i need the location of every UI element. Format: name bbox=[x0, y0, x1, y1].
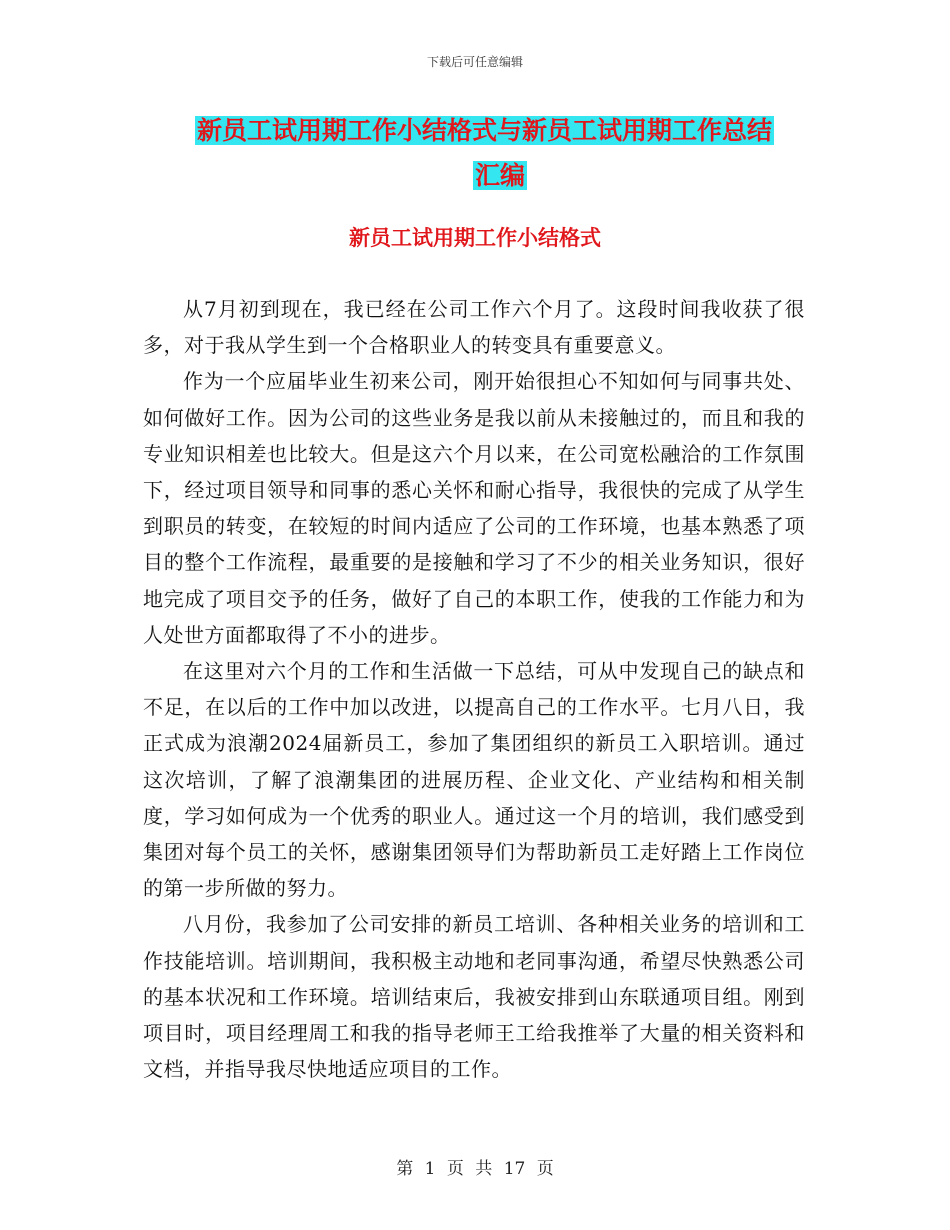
title-highlight: 新员工试用期工作小结格式与新员工试用期工作总结 bbox=[197, 116, 773, 145]
document-title bbox=[195, 108, 805, 198]
section-title: 新员工试用期工作小结格式 bbox=[349, 226, 601, 250]
document-title-line-1 bbox=[195, 108, 805, 153]
document-body bbox=[143, 291, 805, 1087]
page-number: 第 1 页 共 17 页 bbox=[396, 1159, 554, 1179]
header-note: 下载后可任意编辑 bbox=[426, 55, 523, 69]
paragraph: 八月份，我参加了公司安排的新员工培训、各种相关业务的培训和工作技能培训。培训期间，我积极主动地和老同事沟通，希望尽快熟悉公司的基本状况和工作环境。培训结束后，我被安排到山东联通项目组。刚到项目时，项目经理周工和我的指导老师王工给我推举了大量的相关资料和文档，并指导我尽快地适应项目的工作。 bbox=[143, 912, 805, 1082]
paragraph: 从7月初到现在，我已经在公司工作六个月了。这段时间我收获了很多，对于我从学生到一个合格职业人的转变具有重要意义。 bbox=[143, 297, 805, 358]
paragraph: 在这里对六个月的工作和生活做一下总结，可从中发现自己的缺点和不足，在以后的工作中加以改进，以提高自己的工作水平。七月八日，我正式成为浪潮2024届新员工，参加了集团组织的新员工入职培训。通过这次培训，了解了浪潮集团的进展历程、企业文化、产业结构和相关制度，学习如何成为一个优秀的职业人。通过这一个月的培训，我们感受到集团对每个员工的关怀，感谢集团领导们为帮助新员工走好踏上工作岗位的第一步所做的努力。 bbox=[143, 659, 805, 901]
paragraph: 作为一个应届毕业生初来公司，刚开始很担心不知如何与同事共处、如何做好工作。因为公司的这些业务是我以前从未接触过的，而且和我的专业知识相差也比较大。但是这六个月以来，在公司宽松融洽的工作氛围下，经过项目领导和同事的悉心关怀和耐心指导，我很快的完成了从学生到职员的转变，在较短的时间内适应了公司的工作环境，也基本熟悉了项目的整个工作流程，最重要的是接触和学习了不少的相关业务知识，很好地完成了项目交予的任务，做好了自己的本职工作，使我的工作能力和为人处世方面都取得了不小的进步。 bbox=[143, 369, 805, 647]
title-highlight: 汇编 bbox=[474, 161, 525, 190]
document-title-line-2 bbox=[195, 153, 805, 198]
